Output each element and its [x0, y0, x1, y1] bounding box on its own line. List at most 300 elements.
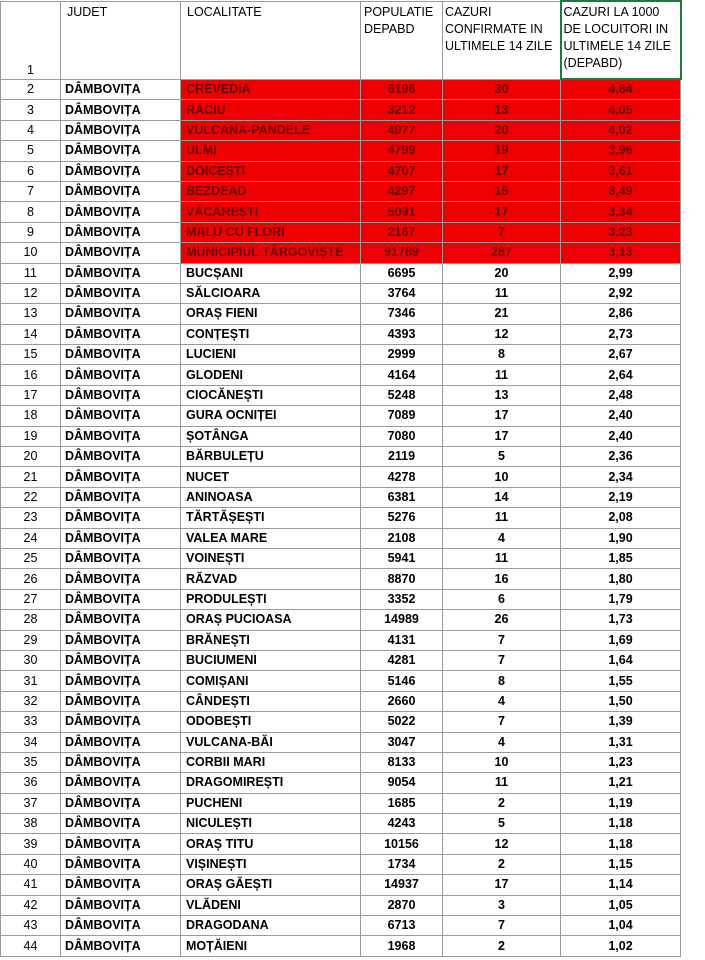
cell-populatie[interactable]: 2660 [361, 691, 443, 711]
cell-judet[interactable]: DÂMBOVIȚA [61, 650, 181, 670]
cell-judet[interactable]: DÂMBOVIȚA [61, 222, 181, 242]
cell-localitate[interactable]: DOICEȘTI [181, 161, 361, 181]
cell-localitate[interactable]: DRAGOMIREȘTI [181, 773, 361, 793]
row-number[interactable]: 35 [1, 752, 61, 772]
row-number[interactable]: 34 [1, 732, 61, 752]
cell-judet[interactable]: DÂMBOVIȚA [61, 671, 181, 691]
cell-cazuri[interactable]: 10 [443, 752, 561, 772]
cell-judet[interactable]: DÂMBOVIȚA [61, 712, 181, 732]
cell-rata[interactable]: 2,19 [561, 487, 681, 507]
cell-populatie[interactable]: 3047 [361, 732, 443, 752]
row-number[interactable]: 32 [1, 691, 61, 711]
table-row [1, 589, 681, 609]
cell-populatie[interactable]: 4707 [361, 161, 443, 181]
cell-rata[interactable]: 1,14 [561, 875, 681, 895]
row-number[interactable]: 36 [1, 773, 61, 793]
cell-populatie[interactable]: 10156 [361, 834, 443, 854]
table-row [1, 773, 681, 793]
cell-rata[interactable]: 4,05 [561, 100, 681, 120]
cell-localitate[interactable]: CÂNDEȘTI [181, 691, 361, 711]
table-row [1, 263, 681, 283]
row-number[interactable]: 37 [1, 793, 61, 813]
cell-cazuri[interactable]: 17 [443, 202, 561, 222]
table-row [1, 936, 681, 956]
cell-populatie[interactable]: 2167 [361, 222, 443, 242]
cell-cazuri[interactable]: 2 [443, 793, 561, 813]
cell-cazuri[interactable]: 13 [443, 100, 561, 120]
cell-populatie[interactable]: 5146 [361, 671, 443, 691]
cell-rata[interactable]: 1,18 [561, 834, 681, 854]
cell-cazuri[interactable]: 13 [443, 385, 561, 405]
table-row [1, 508, 681, 528]
cell-cazuri[interactable]: 10 [443, 467, 561, 487]
cell-cazuri[interactable]: 5 [443, 814, 561, 834]
row-number[interactable]: 26 [1, 569, 61, 589]
cell-populatie[interactable]: 91789 [361, 243, 443, 263]
cell-populatie[interactable]: 2870 [361, 895, 443, 915]
cell-populatie[interactable]: 4281 [361, 650, 443, 670]
cell-judet[interactable]: DÂMBOVIȚA [61, 243, 181, 263]
cell-localitate[interactable]: MUNICIPIUL TÂRGOVIȘTE [181, 243, 361, 263]
cell-judet[interactable]: DÂMBOVIȚA [61, 181, 181, 201]
row-number[interactable]: 2 [1, 79, 61, 100]
cell-populatie[interactable]: 5248 [361, 385, 443, 405]
table-row [1, 875, 681, 895]
cell-localitate[interactable]: VLĂDENI [181, 895, 361, 915]
row-number[interactable]: 6 [1, 161, 61, 181]
table-row [1, 752, 681, 772]
cell-rata[interactable]: 2,86 [561, 304, 681, 324]
cell-rata[interactable]: 1,02 [561, 936, 681, 956]
cell-judet[interactable]: DÂMBOVIȚA [61, 752, 181, 772]
cell-rata[interactable]: 1,55 [561, 671, 681, 691]
cell-rata[interactable]: 2,92 [561, 283, 681, 303]
cell-localitate[interactable]: BĂRBULEȚU [181, 447, 361, 467]
cell-populatie[interactable]: 6713 [361, 916, 443, 936]
cell-judet[interactable]: DÂMBOVIȚA [61, 875, 181, 895]
table-row [1, 345, 681, 365]
row-number[interactable]: 13 [1, 304, 61, 324]
table-row [1, 426, 681, 446]
row-number[interactable]: 31 [1, 671, 61, 691]
cell-judet[interactable]: DÂMBOVIȚA [61, 548, 181, 568]
cell-populatie[interactable]: 4278 [361, 467, 443, 487]
row-number[interactable]: 18 [1, 406, 61, 426]
cell-rata[interactable]: 3,34 [561, 202, 681, 222]
cell-rata[interactable]: 4,02 [561, 120, 681, 140]
cell-judet[interactable]: DÂMBOVIȚA [61, 630, 181, 650]
table-row [1, 528, 681, 548]
cell-judet[interactable]: DÂMBOVIȚA [61, 569, 181, 589]
cell-cazuri[interactable]: 16 [443, 569, 561, 589]
row-number[interactable]: 29 [1, 630, 61, 650]
cell-cazuri[interactable]: 11 [443, 508, 561, 528]
cell-cazuri[interactable]: 8 [443, 345, 561, 365]
cell-populatie[interactable]: 2119 [361, 447, 443, 467]
cell-rata[interactable]: 1,50 [561, 691, 681, 711]
cell-cazuri[interactable]: 17 [443, 161, 561, 181]
cell-cazuri[interactable]: 15 [443, 181, 561, 201]
cell-rata[interactable]: 1,85 [561, 548, 681, 568]
cell-cazuri[interactable]: 2 [443, 854, 561, 874]
row-number[interactable]: 15 [1, 345, 61, 365]
header-cazuri[interactable]: CAZURI CONFIRMATE IN ULTIMELE 14 ZILE [443, 1, 561, 79]
cell-cazuri[interactable]: 6 [443, 589, 561, 609]
cell-localitate[interactable]: TĂRTĂȘEȘTI [181, 508, 361, 528]
table-row [1, 365, 681, 385]
cell-localitate[interactable]: SĂLCIOARA [181, 283, 361, 303]
cell-cazuri[interactable]: 4 [443, 691, 561, 711]
cell-rata[interactable]: 1,69 [561, 630, 681, 650]
cell-judet[interactable]: DÂMBOVIȚA [61, 406, 181, 426]
cell-cazuri[interactable]: 7 [443, 916, 561, 936]
table-row [1, 304, 681, 324]
table-row [1, 895, 681, 915]
cell-populatie[interactable]: 5276 [361, 508, 443, 528]
cell-localitate[interactable]: DRAGODANA [181, 916, 361, 936]
cell-cazuri[interactable]: 12 [443, 324, 561, 344]
cell-cazuri[interactable]: 7 [443, 650, 561, 670]
cell-localitate[interactable]: BUCIUMENI [181, 650, 361, 670]
cell-cazuri[interactable]: 14 [443, 487, 561, 507]
row-number[interactable]: 3 [1, 100, 61, 120]
cell-localitate[interactable]: GLODENI [181, 365, 361, 385]
cell-localitate[interactable]: VULCANA-PANDELE [181, 120, 361, 140]
cell-localitate[interactable]: RACIU [181, 100, 361, 120]
cell-rata[interactable]: 2,73 [561, 324, 681, 344]
table-row [1, 854, 681, 874]
cell-populatie[interactable]: 7089 [361, 406, 443, 426]
cell-rata[interactable]: 1,04 [561, 916, 681, 936]
cell-localitate[interactable]: VULCANA-BĂI [181, 732, 361, 752]
table-row [1, 487, 681, 507]
cell-localitate[interactable]: LUCIENI [181, 345, 361, 365]
table-row [1, 385, 681, 405]
cell-rata[interactable]: 4,84 [561, 79, 681, 100]
row-number[interactable]: 17 [1, 385, 61, 405]
cell-localitate[interactable]: CONȚEȘTI [181, 324, 361, 344]
table-row [1, 120, 681, 140]
row-number[interactable]: 10 [1, 243, 61, 263]
cell-rata[interactable]: 3,13 [561, 243, 681, 263]
cell-localitate[interactable]: ORAȘ GĂEȘTI [181, 875, 361, 895]
row-number[interactable]: 1 [1, 1, 61, 79]
table-row [1, 181, 681, 201]
cell-localitate[interactable]: CORBII MARI [181, 752, 361, 772]
cell-judet[interactable]: DÂMBOVIȚA [61, 773, 181, 793]
cell-cazuri[interactable]: 4 [443, 528, 561, 548]
cell-localitate[interactable]: BUCȘANI [181, 263, 361, 283]
row-number[interactable]: 22 [1, 487, 61, 507]
row-number[interactable]: 16 [1, 365, 61, 385]
table-row [1, 79, 681, 100]
cell-judet[interactable]: DÂMBOVIȚA [61, 120, 181, 140]
row-number[interactable]: 25 [1, 548, 61, 568]
cell-judet[interactable]: DÂMBOVIȚA [61, 610, 181, 630]
row-number[interactable]: 21 [1, 467, 61, 487]
cell-rata[interactable]: 1,23 [561, 752, 681, 772]
cell-localitate[interactable]: GURA OCNIȚEI [181, 406, 361, 426]
cell-cazuri[interactable]: 20 [443, 263, 561, 283]
cell-rata[interactable]: 1,15 [561, 854, 681, 874]
cell-cazuri[interactable]: 5 [443, 447, 561, 467]
row-number[interactable]: 23 [1, 508, 61, 528]
cell-judet[interactable]: DÂMBOVIȚA [61, 426, 181, 446]
cell-localitate[interactable]: RĂZVAD [181, 569, 361, 589]
cell-rata[interactable]: 1,73 [561, 610, 681, 630]
cell-populatie[interactable]: 2999 [361, 345, 443, 365]
cell-rata[interactable]: 2,36 [561, 447, 681, 467]
cell-populatie[interactable]: 3352 [361, 589, 443, 609]
cell-cazuri[interactable]: 17 [443, 426, 561, 446]
cell-populatie[interactable]: 1685 [361, 793, 443, 813]
cell-localitate[interactable]: PUCHENI [181, 793, 361, 813]
cell-populatie[interactable]: 7346 [361, 304, 443, 324]
cell-populatie[interactable]: 14937 [361, 875, 443, 895]
cell-populatie[interactable]: 4977 [361, 120, 443, 140]
cell-rata[interactable]: 1,19 [561, 793, 681, 813]
cell-populatie[interactable]: 9054 [361, 773, 443, 793]
cell-rata[interactable]: 3,49 [561, 181, 681, 201]
table-row [1, 548, 681, 568]
cell-cazuri[interactable]: 2 [443, 936, 561, 956]
cell-localitate[interactable]: PRODULEȘTI [181, 589, 361, 609]
cell-judet[interactable]: DÂMBOVIȚA [61, 467, 181, 487]
cell-judet[interactable]: DÂMBOVIȚA [61, 487, 181, 507]
cell-judet[interactable]: DÂMBOVIȚA [61, 447, 181, 467]
row-number[interactable]: 38 [1, 814, 61, 834]
table-row [1, 467, 681, 487]
row-number[interactable]: 41 [1, 875, 61, 895]
cell-rata[interactable]: 2,48 [561, 385, 681, 405]
row-number[interactable]: 44 [1, 936, 61, 956]
cell-rata[interactable]: 1,31 [561, 732, 681, 752]
cell-cazuri[interactable]: 8 [443, 671, 561, 691]
row-number[interactable]: 28 [1, 610, 61, 630]
cell-populatie[interactable]: 6381 [361, 487, 443, 507]
cell-judet[interactable]: DÂMBOVIȚA [61, 691, 181, 711]
row-number[interactable]: 43 [1, 916, 61, 936]
cell-judet[interactable]: DÂMBOVIȚA [61, 732, 181, 752]
cell-rata[interactable]: 2,67 [561, 345, 681, 365]
cell-populatie[interactable]: 4131 [361, 630, 443, 650]
cell-localitate[interactable]: BRĂNEȘTI [181, 630, 361, 650]
table-row [1, 406, 681, 426]
cell-cazuri[interactable]: 17 [443, 875, 561, 895]
cell-localitate[interactable]: ORAȘ FIENI [181, 304, 361, 324]
cell-cazuri[interactable]: 19 [443, 141, 561, 161]
cell-populatie[interactable]: 6196 [361, 79, 443, 100]
row-number[interactable]: 24 [1, 528, 61, 548]
cell-populatie[interactable]: 5091 [361, 202, 443, 222]
table-row [1, 100, 681, 120]
cell-rata[interactable]: 2,08 [561, 508, 681, 528]
cell-rata[interactable]: 1,18 [561, 814, 681, 834]
cell-cazuri[interactable]: 7 [443, 630, 561, 650]
cell-judet[interactable]: DÂMBOVIȚA [61, 895, 181, 915]
cell-localitate[interactable]: VIȘINEȘTI [181, 854, 361, 874]
cell-judet[interactable]: DÂMBOVIȚA [61, 936, 181, 956]
cell-judet[interactable]: DÂMBOVIȚA [61, 854, 181, 874]
cell-judet[interactable]: DÂMBOVIȚA [61, 283, 181, 303]
row-number[interactable]: 5 [1, 141, 61, 161]
cell-cazuri[interactable]: 11 [443, 548, 561, 568]
cell-localitate[interactable]: BEZDEAD [181, 181, 361, 201]
cell-judet[interactable]: DÂMBOVIȚA [61, 324, 181, 344]
cell-judet[interactable]: DÂMBOVIȚA [61, 304, 181, 324]
cell-populatie[interactable]: 5941 [361, 548, 443, 568]
cell-rata[interactable]: 1,05 [561, 895, 681, 915]
cell-localitate[interactable]: ȘOTÂNGA [181, 426, 361, 446]
cell-cazuri[interactable]: 7 [443, 222, 561, 242]
cell-rata[interactable]: 1,80 [561, 569, 681, 589]
table-row [1, 650, 681, 670]
cell-rata[interactable]: 2,40 [561, 406, 681, 426]
table-row [1, 283, 681, 303]
row-number[interactable]: 8 [1, 202, 61, 222]
table-row [1, 243, 681, 263]
cell-populatie[interactable]: 3764 [361, 283, 443, 303]
cell-populatie[interactable]: 8870 [361, 569, 443, 589]
row-number[interactable]: 42 [1, 895, 61, 915]
table-row [1, 569, 681, 589]
cell-localitate[interactable]: NICULEȘTI [181, 814, 361, 834]
cell-localitate[interactable]: NUCET [181, 467, 361, 487]
cell-localitate[interactable]: MALU CU FLORI [181, 222, 361, 242]
cell-localitate[interactable]: VALEA MARE [181, 528, 361, 548]
cell-populatie[interactable]: 14989 [361, 610, 443, 630]
cell-populatie[interactable]: 7080 [361, 426, 443, 446]
cell-cazuri[interactable]: 20 [443, 120, 561, 140]
cell-localitate[interactable]: CREVEDIA [181, 79, 361, 100]
cell-populatie[interactable]: 1968 [361, 936, 443, 956]
cell-judet[interactable]: DÂMBOVIȚA [61, 79, 181, 100]
cell-rata[interactable]: 1,79 [561, 589, 681, 609]
cell-cazuri[interactable]: 4 [443, 732, 561, 752]
cell-populatie[interactable]: 4297 [361, 181, 443, 201]
cell-cazuri[interactable]: 11 [443, 365, 561, 385]
header-localitate[interactable]: LOCALITATE [181, 1, 361, 79]
table-row [1, 222, 681, 242]
row-number[interactable]: 20 [1, 447, 61, 467]
cell-judet[interactable]: DÂMBOVIȚA [61, 141, 181, 161]
cell-judet[interactable]: DÂMBOVIȚA [61, 589, 181, 609]
cell-cazuri[interactable]: 17 [443, 406, 561, 426]
cell-rata[interactable]: 3,61 [561, 161, 681, 181]
cell-populatie[interactable]: 2108 [361, 528, 443, 548]
row-number[interactable]: 12 [1, 283, 61, 303]
cell-judet[interactable]: DÂMBOVIȚA [61, 263, 181, 283]
cell-judet[interactable]: DÂMBOVIȚA [61, 528, 181, 548]
cell-judet[interactable]: DÂMBOVIȚA [61, 508, 181, 528]
cell-rata[interactable]: 1,64 [561, 650, 681, 670]
row-number[interactable]: 11 [1, 263, 61, 283]
table-row [1, 324, 681, 344]
cell-populatie[interactable]: 3212 [361, 100, 443, 120]
cell-cazuri[interactable]: 11 [443, 283, 561, 303]
cell-localitate[interactable]: COMIȘANI [181, 671, 361, 691]
cell-populatie[interactable]: 5022 [361, 712, 443, 732]
table-row [1, 630, 681, 650]
cell-judet[interactable]: DÂMBOVIȚA [61, 814, 181, 834]
cell-rata[interactable]: 2,34 [561, 467, 681, 487]
cell-populatie[interactable]: 4393 [361, 324, 443, 344]
row-number[interactable]: 33 [1, 712, 61, 732]
cell-localitate[interactable]: MOȚĂIENI [181, 936, 361, 956]
row-number[interactable]: 39 [1, 834, 61, 854]
header-row [1, 1, 681, 79]
cell-populatie[interactable]: 4799 [361, 141, 443, 161]
row-number[interactable]: 7 [1, 181, 61, 201]
row-number[interactable]: 27 [1, 589, 61, 609]
cell-judet[interactable]: DÂMBOVIȚA [61, 916, 181, 936]
cell-populatie[interactable]: 4164 [361, 365, 443, 385]
row-number[interactable]: 19 [1, 426, 61, 446]
cell-rata[interactable]: 2,99 [561, 263, 681, 283]
cell-cazuri[interactable]: 12 [443, 834, 561, 854]
row-number[interactable]: 9 [1, 222, 61, 242]
cell-rata[interactable]: 2,64 [561, 365, 681, 385]
cell-populatie[interactable]: 6695 [361, 263, 443, 283]
cell-populatie[interactable]: 8133 [361, 752, 443, 772]
cell-populatie[interactable]: 1734 [361, 854, 443, 874]
row-number[interactable]: 4 [1, 120, 61, 140]
cell-populatie[interactable]: 4243 [361, 814, 443, 834]
cell-rata[interactable]: 1,90 [561, 528, 681, 548]
table-row [1, 161, 681, 181]
cell-cazuri[interactable]: 3 [443, 895, 561, 915]
cell-localitate[interactable]: ORAȘ PUCIOASA [181, 610, 361, 630]
header-populatie[interactable]: POPULATIE DEPABD [361, 1, 443, 79]
cell-judet[interactable]: DÂMBOVIȚA [61, 161, 181, 181]
cell-localitate[interactable]: ODOBEȘTI [181, 712, 361, 732]
row-number[interactable]: 40 [1, 854, 61, 874]
cell-cazuri[interactable]: 30 [443, 79, 561, 100]
cell-localitate[interactable]: ANINOASA [181, 487, 361, 507]
cell-judet[interactable]: DÂMBOVIȚA [61, 345, 181, 365]
cell-cazuri[interactable]: 7 [443, 712, 561, 732]
cell-localitate[interactable]: ORAȘ TITU [181, 834, 361, 854]
header-rata[interactable]: CAZURI LA 1000 DE LOCUITORI IN ULTIMELE 14 ZILE (DEPABD) [561, 1, 681, 79]
cell-cazuri[interactable]: 26 [443, 610, 561, 630]
cell-judet[interactable]: DÂMBOVIȚA [61, 793, 181, 813]
header-judet[interactable]: JUDET [61, 1, 181, 79]
cell-localitate[interactable]: CIOCĂNEȘTI [181, 385, 361, 405]
cell-localitate[interactable]: VĂCĂREȘTI [181, 202, 361, 222]
table-row [1, 712, 681, 732]
cell-localitate[interactable]: ULMI [181, 141, 361, 161]
cell-cazuri[interactable]: 287 [443, 243, 561, 263]
cell-cazuri[interactable]: 11 [443, 773, 561, 793]
cell-rata[interactable]: 3,96 [561, 141, 681, 161]
table-row [1, 691, 681, 711]
table-row [1, 610, 681, 630]
cell-judet[interactable]: DÂMBOVIȚA [61, 202, 181, 222]
row-number[interactable]: 14 [1, 324, 61, 344]
cell-rata[interactable]: 2,40 [561, 426, 681, 446]
cell-rata[interactable]: 1,39 [561, 712, 681, 732]
cell-judet[interactable]: DÂMBOVIȚA [61, 834, 181, 854]
cell-cazuri[interactable]: 21 [443, 304, 561, 324]
cell-judet[interactable]: DÂMBOVIȚA [61, 365, 181, 385]
cell-localitate[interactable]: VOINEȘTI [181, 548, 361, 568]
cell-judet[interactable]: DÂMBOVIȚA [61, 385, 181, 405]
cell-rata[interactable]: 1,21 [561, 773, 681, 793]
cell-judet[interactable]: DÂMBOVIȚA [61, 100, 181, 120]
table-row [1, 793, 681, 813]
row-number[interactable]: 30 [1, 650, 61, 670]
cell-rata[interactable]: 3,23 [561, 222, 681, 242]
